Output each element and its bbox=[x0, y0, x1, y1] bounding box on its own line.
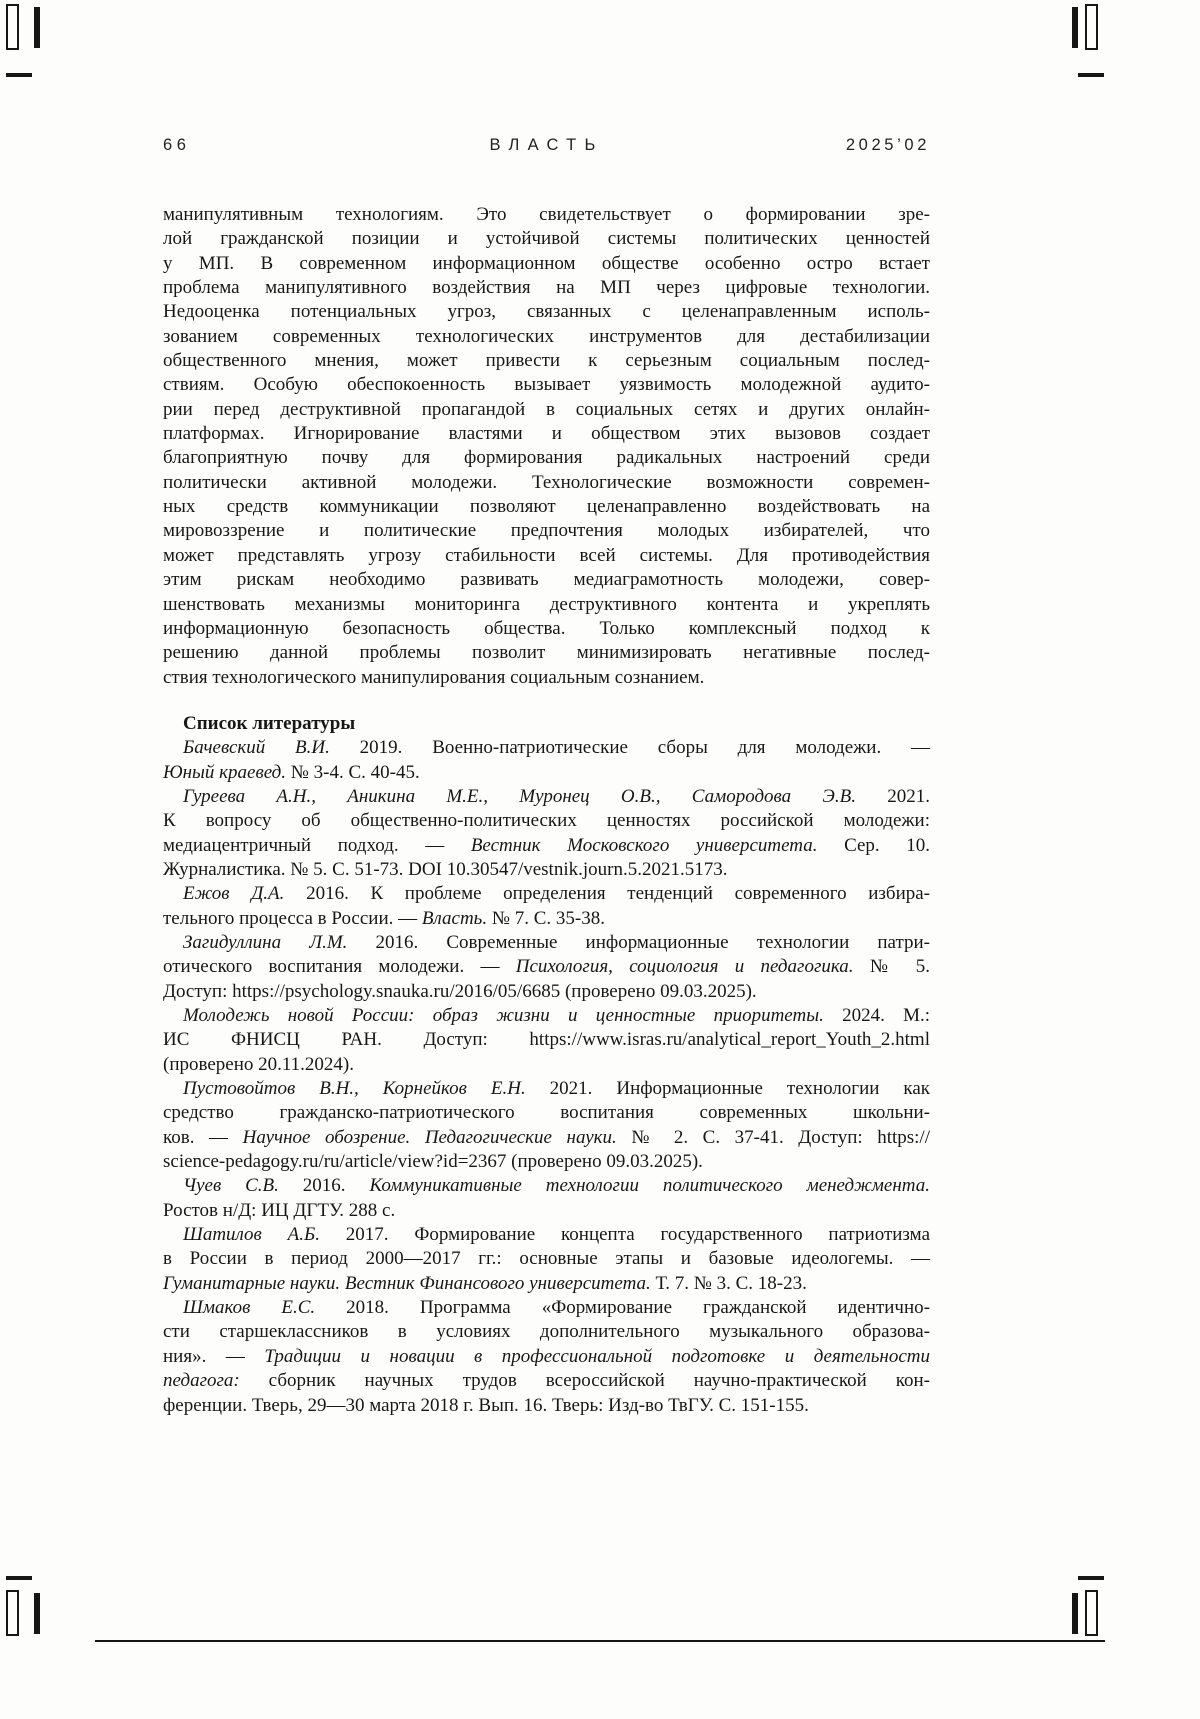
reference-entry bbox=[163, 1223, 930, 1296]
reference-entry bbox=[163, 1077, 930, 1174]
crop-mark bbox=[1085, 4, 1098, 50]
text-line: ствия технологического манипулирования социальным сознанием. bbox=[163, 666, 705, 688]
body-paragraph bbox=[163, 203, 930, 690]
text-line: ИС ФНИСЦ РАН. Доступ: https://www.isras.ru/analytical_report_Youth_2.html bbox=[163, 1029, 930, 1051]
crop-mark bbox=[1085, 1590, 1098, 1636]
text-line: ных средств коммуникации позволяют целенаправленно воздействовать на bbox=[163, 496, 930, 518]
reference-entry bbox=[163, 736, 930, 785]
text-line: Недооценка потенциальных угроз, связанных с целенаправленным исполь- bbox=[163, 301, 930, 323]
running-head bbox=[163, 136, 930, 155]
text-line: тельного процесса в России. — Власть. № 7. С. 35-38. bbox=[163, 907, 605, 929]
text-column bbox=[163, 203, 930, 1418]
text-line: ков. — Научное обозрение. Педагогические науки. № 2. С. 37-41. Доступ: https:// bbox=[163, 1126, 930, 1148]
text-line: зованием современных технологических инструментов для дестабилизации bbox=[163, 325, 930, 347]
text-line: педагога: сборник научных трудов всероссийской научно-практической кон- bbox=[163, 1370, 930, 1392]
references-heading: Список литературы bbox=[183, 712, 356, 734]
text-line: Молодежь новой России: образ жизни и ценностные приоритеты. 2024. М.: bbox=[183, 1005, 930, 1026]
crop-mark bbox=[34, 1593, 40, 1634]
page-number: 66 bbox=[163, 136, 191, 154]
text-line: Чуев С.В. 2016. Коммуникативные технологии политического менеджмента. bbox=[183, 1175, 930, 1197]
text-line: этим рискам необходимо развивать медиаграмотность молодежи, совер- bbox=[163, 569, 930, 591]
text-line: отического воспитания молодежи. — Психология, социология и педагогика. № 5. bbox=[163, 956, 930, 978]
text-line: политически активной молодежи. Технологические возможности современ- bbox=[163, 471, 930, 493]
text-line: общественного мнения, может привести к серьезным социальным послед- bbox=[163, 350, 930, 372]
text-line: Журналистика. № 5. С. 51-73. DOI 10.30547/vestnik.journ.5.2021.5173. bbox=[163, 858, 728, 880]
text-line: благоприятную почву для формирования радикальных настроений среди bbox=[163, 447, 930, 469]
references-list bbox=[163, 736, 930, 1418]
trim-line bbox=[95, 1640, 1105, 1642]
text-line: (проверено 20.11.2024). bbox=[163, 1053, 355, 1075]
reference-entry bbox=[163, 1296, 930, 1418]
text-line: проблема манипулятивного воздействия на МП через цифровые технологии. bbox=[163, 277, 930, 299]
text-line: Бачевский В.И. 2019. Военно-патриотические сборы для молодежи. — bbox=[183, 737, 930, 759]
text-line: ния». — Традиции и новации в профессиональной подготовке и деятельности bbox=[163, 1345, 930, 1367]
text-line: в России в период 2000—2017 гг.: основные этапы и базовые идеологемы. — bbox=[163, 1248, 930, 1270]
reference-entry bbox=[163, 931, 930, 1004]
text-line: шенствовать механизмы мониторинга деструктивного контента и укреплять bbox=[163, 593, 930, 615]
text-line: Гуманитарные науки. Вестник Финансового университета. Т. 7. № 3. С. 18-23. bbox=[163, 1272, 807, 1294]
text-line: у МП. В современном информационном обществе особенно остро встает bbox=[163, 252, 930, 274]
text-line: сти старшеклассников в условиях дополнительного музыкального образова- bbox=[163, 1321, 930, 1343]
text-line: Пустовойтов В.Н., Корнейков Е.Н. 2021. Информационные технологии как bbox=[183, 1078, 930, 1100]
reference-entry bbox=[163, 785, 930, 882]
text-line: может представлять угрозу стабильности всей системы. Для противодействия bbox=[163, 544, 930, 566]
text-line: Доступ: https://psychology.snauka.ru/2016/05/6685 (проверено 09.03.2025). bbox=[163, 980, 757, 1002]
text-line: Ежов Д.А. 2016. К проблеме определения тенденций современного избира- bbox=[183, 883, 930, 905]
crop-mark bbox=[1078, 1576, 1104, 1580]
text-line: science-pedagogy.ru/ru/article/view?id=2367 (проверено 09.03.2025). bbox=[163, 1151, 703, 1173]
text-line: К вопросу об общественно-политических ценностях российской молодежи: bbox=[163, 810, 930, 832]
reference-entry bbox=[163, 1174, 930, 1223]
text-line: медиацентричный подход. — Вестник Московского университета. Сер. 10. bbox=[163, 834, 931, 856]
crop-mark bbox=[6, 4, 19, 50]
reference-entry bbox=[163, 882, 930, 931]
crop-mark bbox=[1072, 1593, 1078, 1634]
text-line: Гуреева А.Н., Аникина М.Е., Муронец О.В., Самородова Э.В. 2021. bbox=[183, 785, 930, 807]
crop-mark bbox=[6, 73, 32, 77]
text-line: решению данной проблемы позволит минимизировать негативные послед- bbox=[163, 642, 930, 664]
text-line: платформах. Игнорирование властями и обществом этих вызовов создает bbox=[163, 423, 930, 445]
text-line: Загидуллина Л.М. 2016. Современные информационные технологии патри- bbox=[183, 931, 930, 953]
text-line: ствиям. Особую обеспокоенность вызывает уязвимость молодежной аудито- bbox=[163, 374, 930, 396]
text-line: информационную безопасность общества. Только комплексный подход к bbox=[163, 617, 930, 639]
crop-mark bbox=[1078, 73, 1104, 77]
text-line: ференции. Тверь, 29—30 марта 2018 г. Вып. 16. Тверь: Изд-во ТвГУ. С. 151-155. bbox=[163, 1394, 809, 1416]
text-line: рии перед деструктивной пропагандой в социальных сетях и других онлайн- bbox=[163, 398, 930, 420]
crop-mark bbox=[34, 7, 40, 48]
text-line: Ростов н/Д: ИЦ ДГТУ. 288 с. bbox=[163, 1199, 396, 1221]
crop-mark bbox=[1072, 7, 1078, 48]
text-line: лой гражданской позиции и устойчивой системы политических ценностей bbox=[163, 228, 930, 250]
text-line: Юный краевед. № 3-4. С. 40-45. bbox=[163, 761, 420, 783]
text-line: Шмаков Е.С. 2018. Программа «Формирование гражданской идентично- bbox=[183, 1297, 930, 1319]
issue-label: 2025’02 bbox=[845, 136, 930, 154]
text-line: средство гражданско-патриотического воспитания современных школьни- bbox=[163, 1102, 930, 1124]
text-line: манипулятивным технологиям. Это свидетельствует о формировании зре- bbox=[163, 204, 930, 225]
text-line: Шатилов А.Б. 2017. Формирование концепта государственного патриотизма bbox=[183, 1224, 930, 1246]
crop-mark bbox=[6, 1576, 32, 1580]
journal-title: ВЛАСТЬ bbox=[489, 136, 604, 154]
crop-mark bbox=[6, 1590, 19, 1636]
text-line: мировоззрение и политические предпочтения молодых избирателей, что bbox=[163, 520, 930, 542]
reference-entry bbox=[163, 1004, 930, 1077]
